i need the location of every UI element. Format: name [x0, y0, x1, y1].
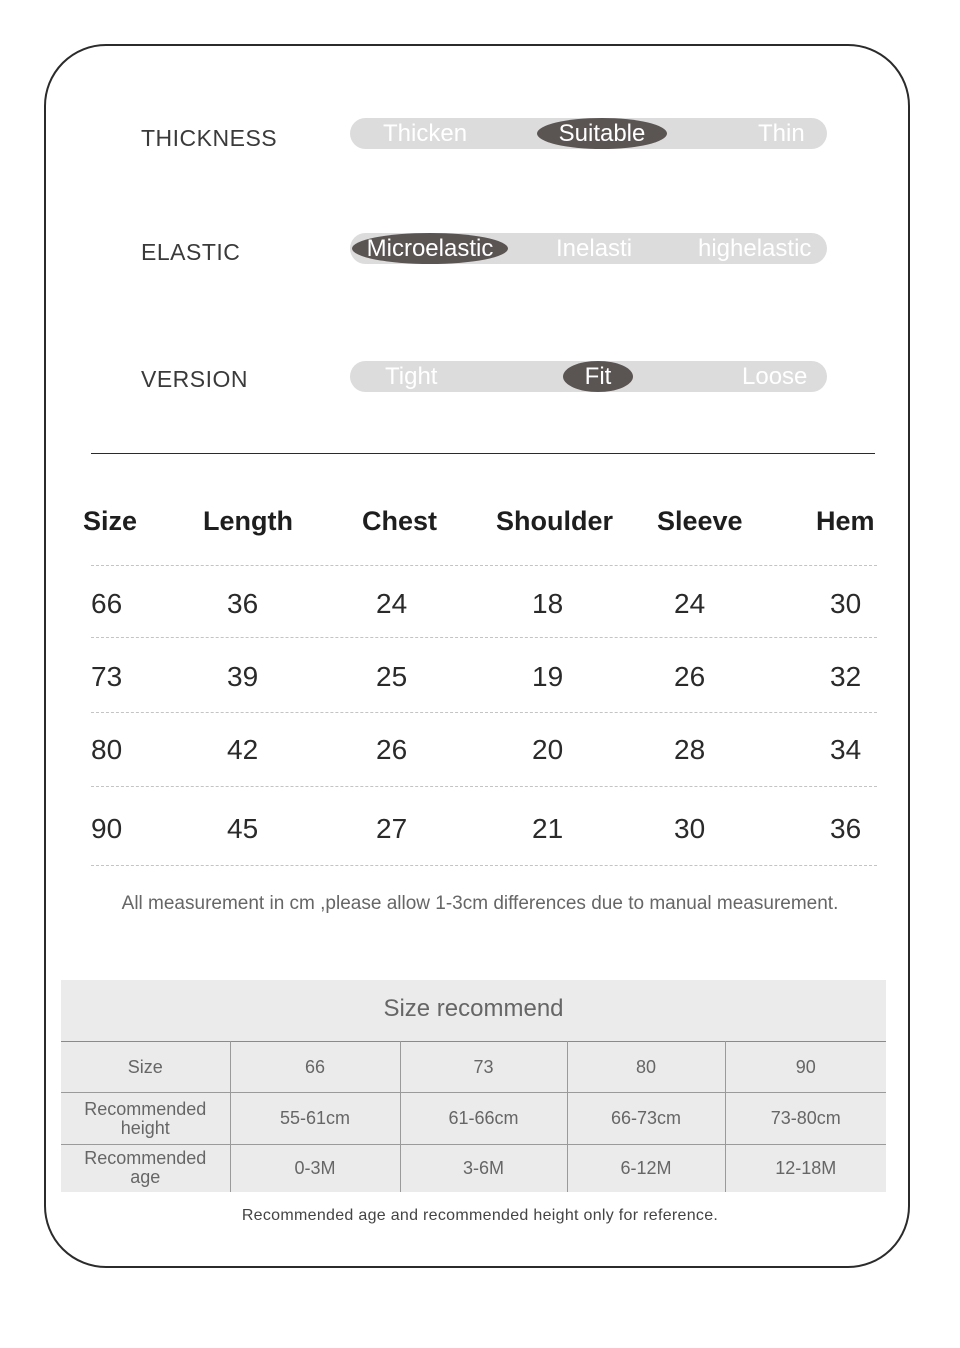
cell-sleeve: 28 — [674, 734, 706, 765]
option-tight: Tight — [385, 363, 438, 390]
elastic-scale — [350, 233, 827, 264]
cell-chest: 24 — [376, 588, 408, 619]
recommend-cell: 66-73cm — [567, 1093, 725, 1145]
cell-hem: 30 — [830, 588, 862, 619]
cell-shoulder: 19 — [532, 661, 564, 692]
version-scale — [350, 361, 827, 392]
option-microelastic-selected: Microelastic — [352, 233, 508, 264]
cell-sleeve: 24 — [674, 588, 706, 619]
cell-length: 36 — [227, 588, 259, 619]
recommend-cell: 73 — [400, 1042, 567, 1093]
cell-size: 73 — [91, 661, 123, 692]
option-highelastic: highelastic — [698, 235, 812, 262]
cell-length: 45 — [227, 813, 259, 844]
recommend-label-age: Recommended age — [61, 1145, 230, 1192]
col-header-shoulder: Shoulder — [496, 506, 614, 536]
cell-length: 42 — [227, 734, 259, 765]
row-separator — [91, 712, 877, 713]
cell-sleeve: 30 — [674, 813, 706, 844]
size-recommend-title: Size recommend — [383, 995, 564, 1022]
section-divider — [91, 453, 875, 454]
recommend-row-size — [61, 1042, 886, 1093]
option-inelasti: Inelasti — [556, 235, 633, 262]
col-header-size: Size — [83, 506, 138, 536]
recommend-cell: 12-18M — [725, 1145, 886, 1192]
row-separator — [91, 865, 877, 866]
cell-shoulder: 18 — [532, 588, 564, 619]
row-separator — [91, 565, 877, 566]
cell-size: 90 — [91, 813, 123, 844]
recommend-cell: 73-80cm — [725, 1093, 886, 1145]
recommend-grid — [61, 1041, 886, 1192]
recommend-cell: 6-12M — [567, 1145, 725, 1192]
col-header-length: Length — [203, 506, 293, 536]
attr-label-elastic: ELASTIC — [141, 239, 241, 265]
attr-label-version: VERSION — [141, 366, 249, 392]
recommend-row-height — [61, 1093, 886, 1145]
recommend-cell: 90 — [725, 1042, 886, 1093]
cell-hem: 32 — [830, 661, 862, 692]
col-header-hem: Hem — [816, 506, 875, 536]
size-recommend-table — [61, 980, 886, 1192]
option-thin: Thin — [758, 120, 805, 147]
col-header-sleeve: Sleeve — [657, 506, 743, 536]
recommend-cell: 61-66cm — [400, 1093, 567, 1145]
cell-chest: 26 — [376, 734, 408, 765]
recommend-label-height: Recommended height — [61, 1093, 230, 1145]
recommend-row-age — [61, 1145, 886, 1192]
option-fit-selected: Fit — [563, 361, 633, 392]
recommend-cell: 3-6M — [400, 1145, 567, 1192]
option-thicken: Thicken — [383, 120, 468, 147]
recommend-cell: 66 — [230, 1042, 400, 1093]
col-header-chest: Chest — [362, 506, 438, 536]
cell-shoulder: 20 — [532, 734, 564, 765]
recommend-footnote: Recommended age and recommended height only for reference. — [241, 1207, 719, 1224]
cell-hem: 36 — [830, 813, 862, 844]
cell-chest: 25 — [376, 661, 408, 692]
cell-hem: 34 — [830, 734, 862, 765]
row-separator — [91, 637, 877, 638]
cell-sleeve: 26 — [674, 661, 706, 692]
cell-chest: 27 — [376, 813, 408, 844]
cell-shoulder: 21 — [532, 813, 564, 844]
cell-size: 80 — [91, 734, 123, 765]
recommend-cell: 0-3M — [230, 1145, 400, 1192]
row-separator — [91, 786, 877, 787]
cell-size: 66 — [91, 588, 123, 619]
recommend-label-size: Size — [61, 1042, 230, 1093]
option-loose: Loose — [742, 363, 808, 390]
measurement-note: All measurement in cm ,please allow 1-3cm differences due to manual measurement. — [121, 893, 839, 914]
recommend-cell: 80 — [567, 1042, 725, 1093]
recommend-cell: 55-61cm — [230, 1093, 400, 1145]
cell-length: 39 — [227, 661, 259, 692]
option-suitable-selected: Suitable — [537, 118, 667, 149]
thickness-scale — [350, 118, 827, 149]
attr-label-thickness: THICKNESS — [141, 125, 278, 151]
